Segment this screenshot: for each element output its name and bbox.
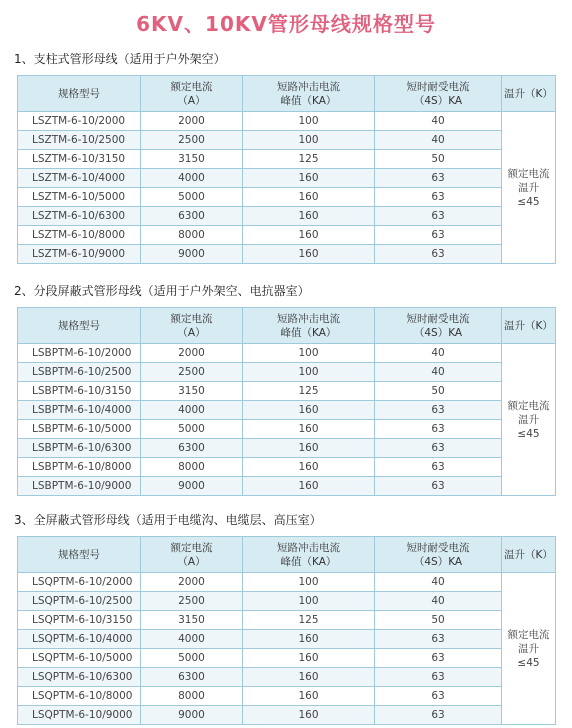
header-short-time-current-line: （4S）KA <box>413 555 463 568</box>
page-title: 6KV、10KV管形母线规格型号 <box>136 12 436 36</box>
table-row <box>18 112 556 131</box>
cell-rated-current: 5000 <box>141 188 243 207</box>
cell-peak-current: 160 <box>243 169 375 188</box>
cell-peak-current: 160 <box>243 226 375 245</box>
cell-short-time-current: 63 <box>375 439 502 458</box>
table-row <box>18 401 556 420</box>
cell-model: LSBPTM-6-10/2000 <box>18 344 141 363</box>
cell-peak-current: 160 <box>243 188 375 207</box>
cell-peak-current: 100 <box>243 592 375 611</box>
cell-model: LSBPTM-6-10/6300 <box>18 439 141 458</box>
temperature-rise-line: 额定电流 <box>507 399 550 412</box>
cell-model: LSQPTM-6-10/8000 <box>18 687 141 706</box>
cell-model: LSZTM-6-10/6300 <box>18 207 141 226</box>
cell-peak-current: 160 <box>243 439 375 458</box>
cell-short-time-current: 50 <box>375 382 502 401</box>
header-short-time-current <box>375 537 502 573</box>
cell-peak-current: 125 <box>243 611 375 630</box>
cell-model: LSZTM-6-10/2000 <box>18 112 141 131</box>
table-row <box>18 169 556 188</box>
cell-peak-current: 160 <box>243 420 375 439</box>
header-temperature-rise-line: 温升（K） <box>504 87 553 100</box>
cell-short-time-current: 63 <box>375 401 502 420</box>
cell-peak-current: 100 <box>243 363 375 382</box>
cell-short-time-current: 50 <box>375 611 502 630</box>
spec-table <box>17 307 556 496</box>
cell-model: LSZTM-6-10/8000 <box>18 226 141 245</box>
cell-short-time-current: 40 <box>375 363 502 382</box>
table-row <box>18 363 556 382</box>
table-row <box>18 592 556 611</box>
header-rated-current-line: （A） <box>177 555 206 568</box>
header-short-time-current-line: 短时耐受电流 <box>406 312 470 325</box>
header-rated-current-line: （A） <box>177 94 206 107</box>
header-model <box>18 308 141 344</box>
cell-peak-current: 160 <box>243 477 375 496</box>
header-model-line: 规格型号 <box>58 548 100 561</box>
cell-rated-current: 3150 <box>141 150 243 169</box>
cell-short-time-current: 63 <box>375 226 502 245</box>
header-short-time-current-line: 短时耐受电流 <box>406 541 470 554</box>
cell-rated-current: 4000 <box>141 630 243 649</box>
header-model <box>18 76 141 112</box>
cell-peak-current: 100 <box>243 112 375 131</box>
cell-short-time-current: 63 <box>375 458 502 477</box>
cell-peak-current: 160 <box>243 630 375 649</box>
temperature-rise-line: ≤45 <box>517 656 540 669</box>
header-peak-current <box>243 76 375 112</box>
temperature-rise-line: 温升 <box>518 181 539 194</box>
header-peak-current-line: 短路冲击电流 <box>277 312 340 325</box>
cell-rated-current: 5000 <box>141 420 243 439</box>
header-rated-current-line: 额定电流 <box>170 80 213 93</box>
cell-peak-current: 160 <box>243 668 375 687</box>
cell-rated-current: 2000 <box>141 573 243 592</box>
header-rated-current <box>141 76 243 112</box>
cell-model: LSQPTM-6-10/5000 <box>18 649 141 668</box>
cell-rated-current: 9000 <box>141 706 243 725</box>
header-rated-current <box>141 537 243 573</box>
table-row <box>18 245 556 264</box>
cell-peak-current: 125 <box>243 382 375 401</box>
cell-short-time-current: 40 <box>375 131 502 150</box>
section-heading: 2、分段屏蔽式管形母线（适用于户外架空、电抗器室） <box>14 284 310 298</box>
cell-peak-current: 160 <box>243 687 375 706</box>
cell-rated-current: 3150 <box>141 382 243 401</box>
cell-short-time-current: 40 <box>375 573 502 592</box>
header-rated-current <box>141 308 243 344</box>
table-row <box>18 649 556 668</box>
header-rated-current-line: （A） <box>177 326 206 339</box>
header-temperature-rise <box>502 308 556 344</box>
cell-short-time-current: 63 <box>375 169 502 188</box>
cell-rated-current: 3150 <box>141 611 243 630</box>
table-row <box>18 687 556 706</box>
cell-rated-current: 6300 <box>141 207 243 226</box>
spec-table <box>17 75 556 264</box>
cell-rated-current: 4000 <box>141 401 243 420</box>
table-row <box>18 344 556 363</box>
header-rated-current-line: 额定电流 <box>170 541 213 554</box>
header-model-line: 规格型号 <box>58 319 100 332</box>
table-header-row <box>18 537 556 573</box>
cell-rated-current: 6300 <box>141 439 243 458</box>
header-temperature-rise <box>502 537 556 573</box>
cell-short-time-current: 50 <box>375 150 502 169</box>
header-peak-current-line: 峰值（KA） <box>280 555 337 568</box>
header-short-time-current <box>375 76 502 112</box>
cell-model: LSQPTM-6-10/6300 <box>18 668 141 687</box>
header-short-time-current-line: 短时耐受电流 <box>406 80 470 93</box>
cell-model: LSQPTM-6-10/3150 <box>18 611 141 630</box>
table-row <box>18 611 556 630</box>
cell-rated-current: 2500 <box>141 131 243 150</box>
temperature-rise-line: 温升 <box>518 642 539 655</box>
cell-temperature-rise <box>502 573 556 725</box>
table-row <box>18 573 556 592</box>
table-row <box>18 207 556 226</box>
table-row <box>18 188 556 207</box>
cell-peak-current: 125 <box>243 150 375 169</box>
cell-short-time-current: 63 <box>375 188 502 207</box>
header-peak-current <box>243 308 375 344</box>
cell-short-time-current: 63 <box>375 207 502 226</box>
table-row <box>18 668 556 687</box>
cell-model: LSBPTM-6-10/5000 <box>18 420 141 439</box>
table-row <box>18 382 556 401</box>
temperature-rise-line: 额定电流 <box>507 628 550 641</box>
cell-model: LSBPTM-6-10/9000 <box>18 477 141 496</box>
table-row <box>18 131 556 150</box>
header-peak-current <box>243 537 375 573</box>
cell-rated-current: 5000 <box>141 649 243 668</box>
cell-short-time-current: 63 <box>375 649 502 668</box>
table-row <box>18 150 556 169</box>
cell-rated-current: 8000 <box>141 458 243 477</box>
temperature-rise-line: ≤45 <box>517 195 540 208</box>
header-peak-current-line: 短路冲击电流 <box>277 80 340 93</box>
section-heading: 1、支柱式管形母线（适用于户外架空） <box>14 52 226 66</box>
cell-short-time-current: 63 <box>375 687 502 706</box>
cell-short-time-current: 40 <box>375 112 502 131</box>
cell-peak-current: 160 <box>243 245 375 264</box>
table-row <box>18 706 556 725</box>
cell-rated-current: 8000 <box>141 687 243 706</box>
cell-model: LSBPTM-6-10/8000 <box>18 458 141 477</box>
cell-model: LSBPTM-6-10/3150 <box>18 382 141 401</box>
cell-model: LSQPTM-6-10/4000 <box>18 630 141 649</box>
header-temperature-rise-line: 温升（K） <box>504 319 553 332</box>
cell-short-time-current: 63 <box>375 477 502 496</box>
cell-model: LSBPTM-6-10/2500 <box>18 363 141 382</box>
cell-peak-current: 100 <box>243 344 375 363</box>
cell-short-time-current: 63 <box>375 706 502 725</box>
cell-short-time-current: 63 <box>375 245 502 264</box>
cell-rated-current: 9000 <box>141 477 243 496</box>
table-row <box>18 458 556 477</box>
cell-peak-current: 160 <box>243 649 375 668</box>
cell-temperature-rise <box>502 344 556 496</box>
temperature-rise-line: ≤45 <box>517 427 540 440</box>
table-row <box>18 420 556 439</box>
cell-short-time-current: 40 <box>375 344 502 363</box>
cell-temperature-rise <box>502 112 556 264</box>
table-row <box>18 226 556 245</box>
cell-model: LSZTM-6-10/4000 <box>18 169 141 188</box>
header-peak-current-line: 峰值（KA） <box>280 94 337 107</box>
cell-peak-current: 100 <box>243 573 375 592</box>
cell-model: LSBPTM-6-10/4000 <box>18 401 141 420</box>
cell-rated-current: 2500 <box>141 363 243 382</box>
cell-rated-current: 2500 <box>141 592 243 611</box>
cell-rated-current: 9000 <box>141 245 243 264</box>
cell-model: LSZTM-6-10/2500 <box>18 131 141 150</box>
header-model <box>18 537 141 573</box>
header-temperature-rise-line: 温升（K） <box>504 548 553 561</box>
cell-model: LSZTM-6-10/5000 <box>18 188 141 207</box>
cell-rated-current: 6300 <box>141 668 243 687</box>
table-header-row <box>18 76 556 112</box>
table-header-row <box>18 308 556 344</box>
cell-peak-current: 160 <box>243 401 375 420</box>
header-short-time-current-line: （4S）KA <box>413 94 463 107</box>
header-short-time-current-line: （4S）KA <box>413 326 463 339</box>
temperature-rise-line: 温升 <box>518 413 539 426</box>
header-rated-current-line: 额定电流 <box>170 312 213 325</box>
section-heading: 3、全屏蔽式管形母线（适用于电缆沟、电缆层、高压室） <box>14 513 322 527</box>
cell-short-time-current: 63 <box>375 668 502 687</box>
spec-table <box>17 536 556 725</box>
header-peak-current-line: 峰值（KA） <box>280 326 337 339</box>
cell-short-time-current: 63 <box>375 630 502 649</box>
table-row <box>18 439 556 458</box>
cell-model: LSQPTM-6-10/9000 <box>18 706 141 725</box>
cell-peak-current: 160 <box>243 458 375 477</box>
cell-rated-current: 2000 <box>141 112 243 131</box>
cell-short-time-current: 63 <box>375 420 502 439</box>
cell-model: LSQPTM-6-10/2000 <box>18 573 141 592</box>
cell-model: LSZTM-6-10/9000 <box>18 245 141 264</box>
cell-peak-current: 160 <box>243 207 375 226</box>
header-temperature-rise <box>502 76 556 112</box>
cell-rated-current: 8000 <box>141 226 243 245</box>
cell-model: LSZTM-6-10/3150 <box>18 150 141 169</box>
cell-rated-current: 2000 <box>141 344 243 363</box>
header-model-line: 规格型号 <box>58 87 100 100</box>
cell-rated-current: 4000 <box>141 169 243 188</box>
table-row <box>18 477 556 496</box>
cell-peak-current: 160 <box>243 706 375 725</box>
temperature-rise-line: 额定电流 <box>507 167 550 180</box>
header-short-time-current <box>375 308 502 344</box>
cell-peak-current: 100 <box>243 131 375 150</box>
header-peak-current-line: 短路冲击电流 <box>277 541 340 554</box>
cell-model: LSQPTM-6-10/2500 <box>18 592 141 611</box>
cell-short-time-current: 40 <box>375 592 502 611</box>
table-row <box>18 630 556 649</box>
